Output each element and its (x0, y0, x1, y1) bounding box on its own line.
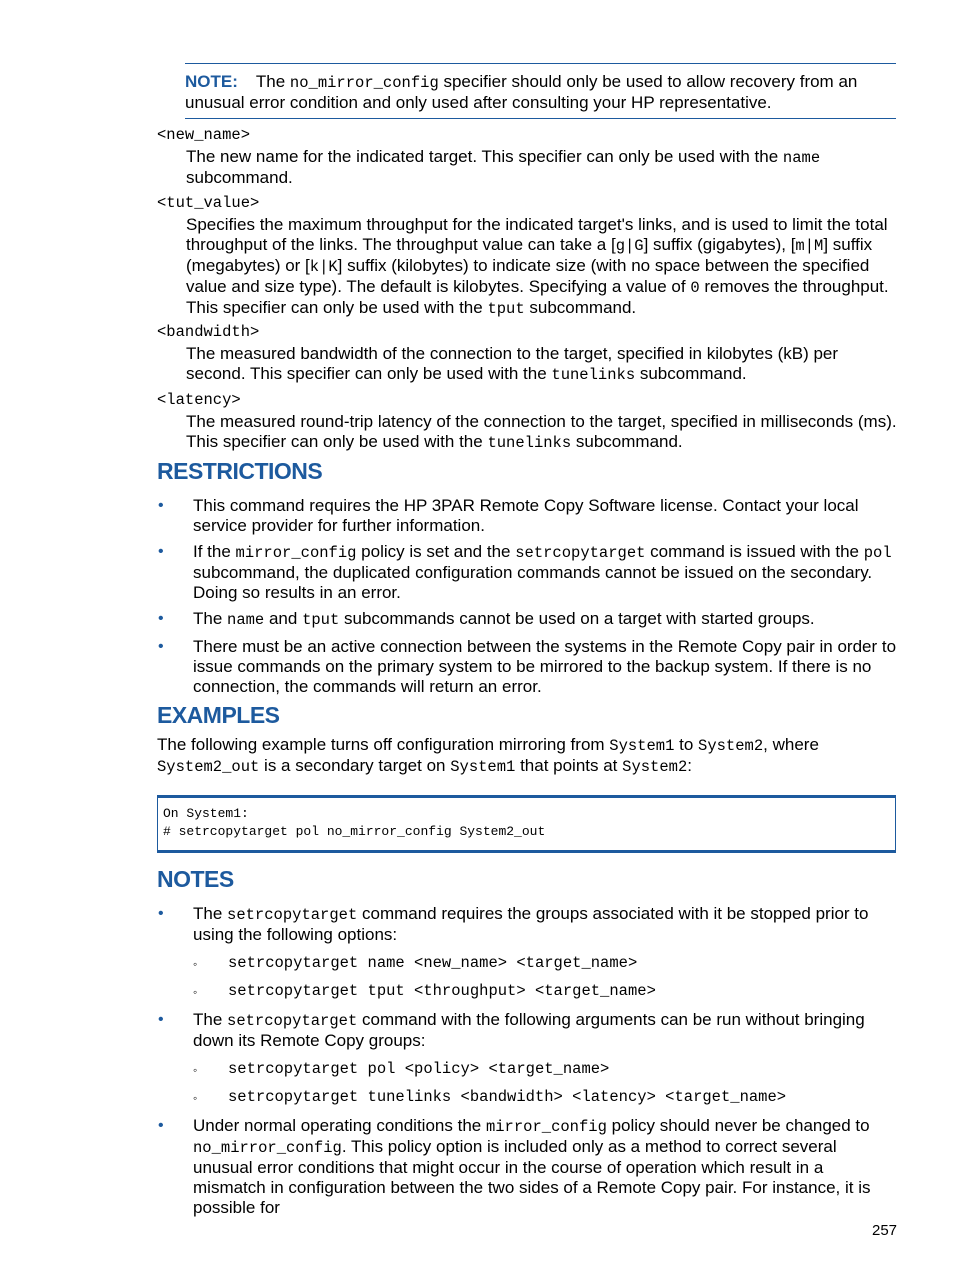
note-text: specifier should only be used to allow recovery from an unusual error condition and only used after consulting your HP representative. (185, 72, 858, 112)
code-span: m|M (795, 237, 824, 255)
note-label: NOTE: (185, 72, 238, 91)
page-number: 257 (872, 1222, 898, 1239)
text-span: The (193, 1010, 228, 1029)
text-span: subcommand. (524, 298, 637, 317)
text-span: subcommand. (635, 364, 747, 383)
code-span: pol (863, 544, 892, 562)
bullet-icon: • (158, 638, 164, 655)
code-span: System1 (450, 758, 516, 776)
notes-item (193, 1010, 898, 1051)
text-span: command is issued with the (645, 542, 864, 561)
section-heading-notes: NOTES (157, 866, 234, 892)
notes-sub-item: setrcopytarget tunelinks <bandwidth> <latency> <target_name> (228, 1088, 787, 1106)
code-span: tput (487, 300, 525, 318)
note-text: The (255, 72, 290, 91)
text-span: subcommands cannot be used on a target with started groups. (339, 609, 815, 628)
specifier-desc-latency (186, 412, 898, 453)
text-span: ] suffix (megabytes) or [ (186, 235, 873, 275)
specifier-desc-new-name (186, 147, 898, 188)
text-span: command with the following arguments can be run without bringing down its Remote Copy groups: (193, 1010, 865, 1050)
code-span: System1 (609, 737, 675, 755)
text-span: that points at (515, 756, 623, 775)
text-span: The following example turns off configuration mirroring from (157, 735, 610, 754)
section-heading-restrictions: RESTRICTIONS (157, 458, 323, 484)
code-span: tput (302, 611, 340, 629)
restriction-item (193, 609, 898, 630)
bullet-icon: • (158, 1117, 164, 1134)
code-span: setrcopytarget (227, 906, 358, 924)
code-span: tunelinks (487, 434, 572, 452)
text-span: to (674, 735, 699, 754)
section-heading-examples: EXAMPLES (157, 702, 280, 728)
text-span: removes the throughput. This specifier can only be used with the (186, 277, 889, 317)
code-span: System2 (622, 758, 688, 776)
code-span: tunelinks (551, 366, 636, 384)
sub-bullet-icon: ◦ (193, 957, 198, 971)
specifier-desc-tut-value (186, 215, 898, 319)
bullet-icon: • (158, 905, 164, 922)
text-span: subcommand, the duplicated configuration commands cannot be issued on the secondary. Doing so results in an error. (193, 563, 873, 602)
restriction-item (193, 542, 898, 603)
specifier-term-tut-value: <tut_value> (157, 194, 260, 212)
code-span: System2_out (157, 758, 260, 776)
code-line: # setrcopytarget pol no_mirror_config System2_out (163, 824, 546, 839)
sub-bullet-icon: ◦ (193, 1063, 198, 1077)
text-span: The new name for the indicated target. This specifier can only be used with the (186, 147, 783, 166)
text-span: subcommand. (571, 432, 683, 451)
bullet-icon: • (158, 543, 164, 560)
code-span: name (227, 611, 265, 629)
specifier-desc-bandwidth (186, 344, 898, 385)
text-span: command requires the groups associated with it be stopped prior to using the following options: (193, 904, 869, 944)
notes-sub-item: setrcopytarget name <new_name> <target_name> (228, 954, 638, 972)
code-span: g|G (615, 237, 644, 255)
code-span: name (782, 149, 821, 167)
code-span: 0 (690, 279, 700, 297)
restriction-item: This command requires the HP 3PAR Remote Copy Software license. Contact your local service provider for further information. (193, 496, 859, 535)
bullet-icon: • (158, 610, 164, 627)
sub-bullet-icon: ◦ (193, 985, 198, 999)
notes-sub-item: setrcopytarget pol <policy> <target_name> (228, 1060, 610, 1078)
specifier-term-new-name: <new_name> (157, 126, 251, 144)
bullet-icon: • (158, 1011, 164, 1028)
text-span: is a secondary target on (259, 756, 451, 775)
text-span: . This policy option is included only as a method to correct several unusual error conditions that might occur in the course of operation which result in a mismatch in configuration between the two sides of a Remote Copy pair. For instance, it is possible for (193, 1137, 871, 1217)
text-span: subcommand. (186, 168, 293, 187)
text-span: The measured round-trip latency of the connection to the target, specified in milliseconds (ms). This specifier can only be used with the (186, 412, 897, 451)
text-span: ] suffix (kilobytes) to indicate size (with no space between the specified value and size type). The default is kilobytes. Specifying a value of (186, 256, 870, 296)
code-span: mirror_config (485, 1118, 607, 1136)
specifier-term-latency: <latency> (157, 391, 241, 409)
examples-intro (157, 735, 898, 777)
text-span: policy should never be changed to (606, 1116, 870, 1135)
text-span: Specifies the maximum throughput for the indicated target's links, and is used to limit the total throughput of the links. The throughput value can take a [ (186, 215, 888, 254)
restriction-item: There must be an active connection between the systems in the Remote Copy pair in order to issue commands on the primary system to be mirrored to the backup system. If there is no connection, the commands will return an error. (193, 637, 897, 696)
text-span: The measured bandwidth of the connection to the target, specified in kilobytes (kB) per second. This specifier can only be used with the (186, 344, 839, 383)
notes-sub-item: setrcopytarget tput <throughput> <target_name> (228, 982, 656, 1000)
code-span: k|K (309, 258, 338, 276)
sub-bullet-icon: ◦ (193, 1091, 198, 1105)
code-span: System2 (698, 737, 764, 755)
text-span: and (264, 609, 303, 628)
bullet-icon: • (158, 497, 164, 514)
code-span: setrcopytarget (515, 544, 646, 562)
notes-item (193, 1116, 898, 1218)
text-span: If the (193, 542, 236, 561)
text-span: Under normal operating conditions the (193, 1116, 486, 1135)
code-line: On System1: (163, 806, 249, 821)
code-span: setrcopytarget (227, 1012, 358, 1030)
text-span: ] suffix (gigabytes), [ (643, 235, 796, 254)
code-span: mirror_config (235, 544, 357, 562)
code-span: no_mirror_config (289, 74, 439, 92)
specifier-term-bandwidth: <bandwidth> (157, 323, 260, 341)
text-span: policy is set and the (356, 542, 516, 561)
text-span: The (193, 904, 228, 923)
text-span: , where (763, 735, 819, 754)
text-span: : (687, 756, 692, 775)
notes-item (193, 904, 898, 945)
note-box (185, 63, 896, 119)
text-span: The (193, 609, 228, 628)
code-span: no_mirror_config (193, 1139, 342, 1157)
code-example-box (157, 795, 896, 853)
